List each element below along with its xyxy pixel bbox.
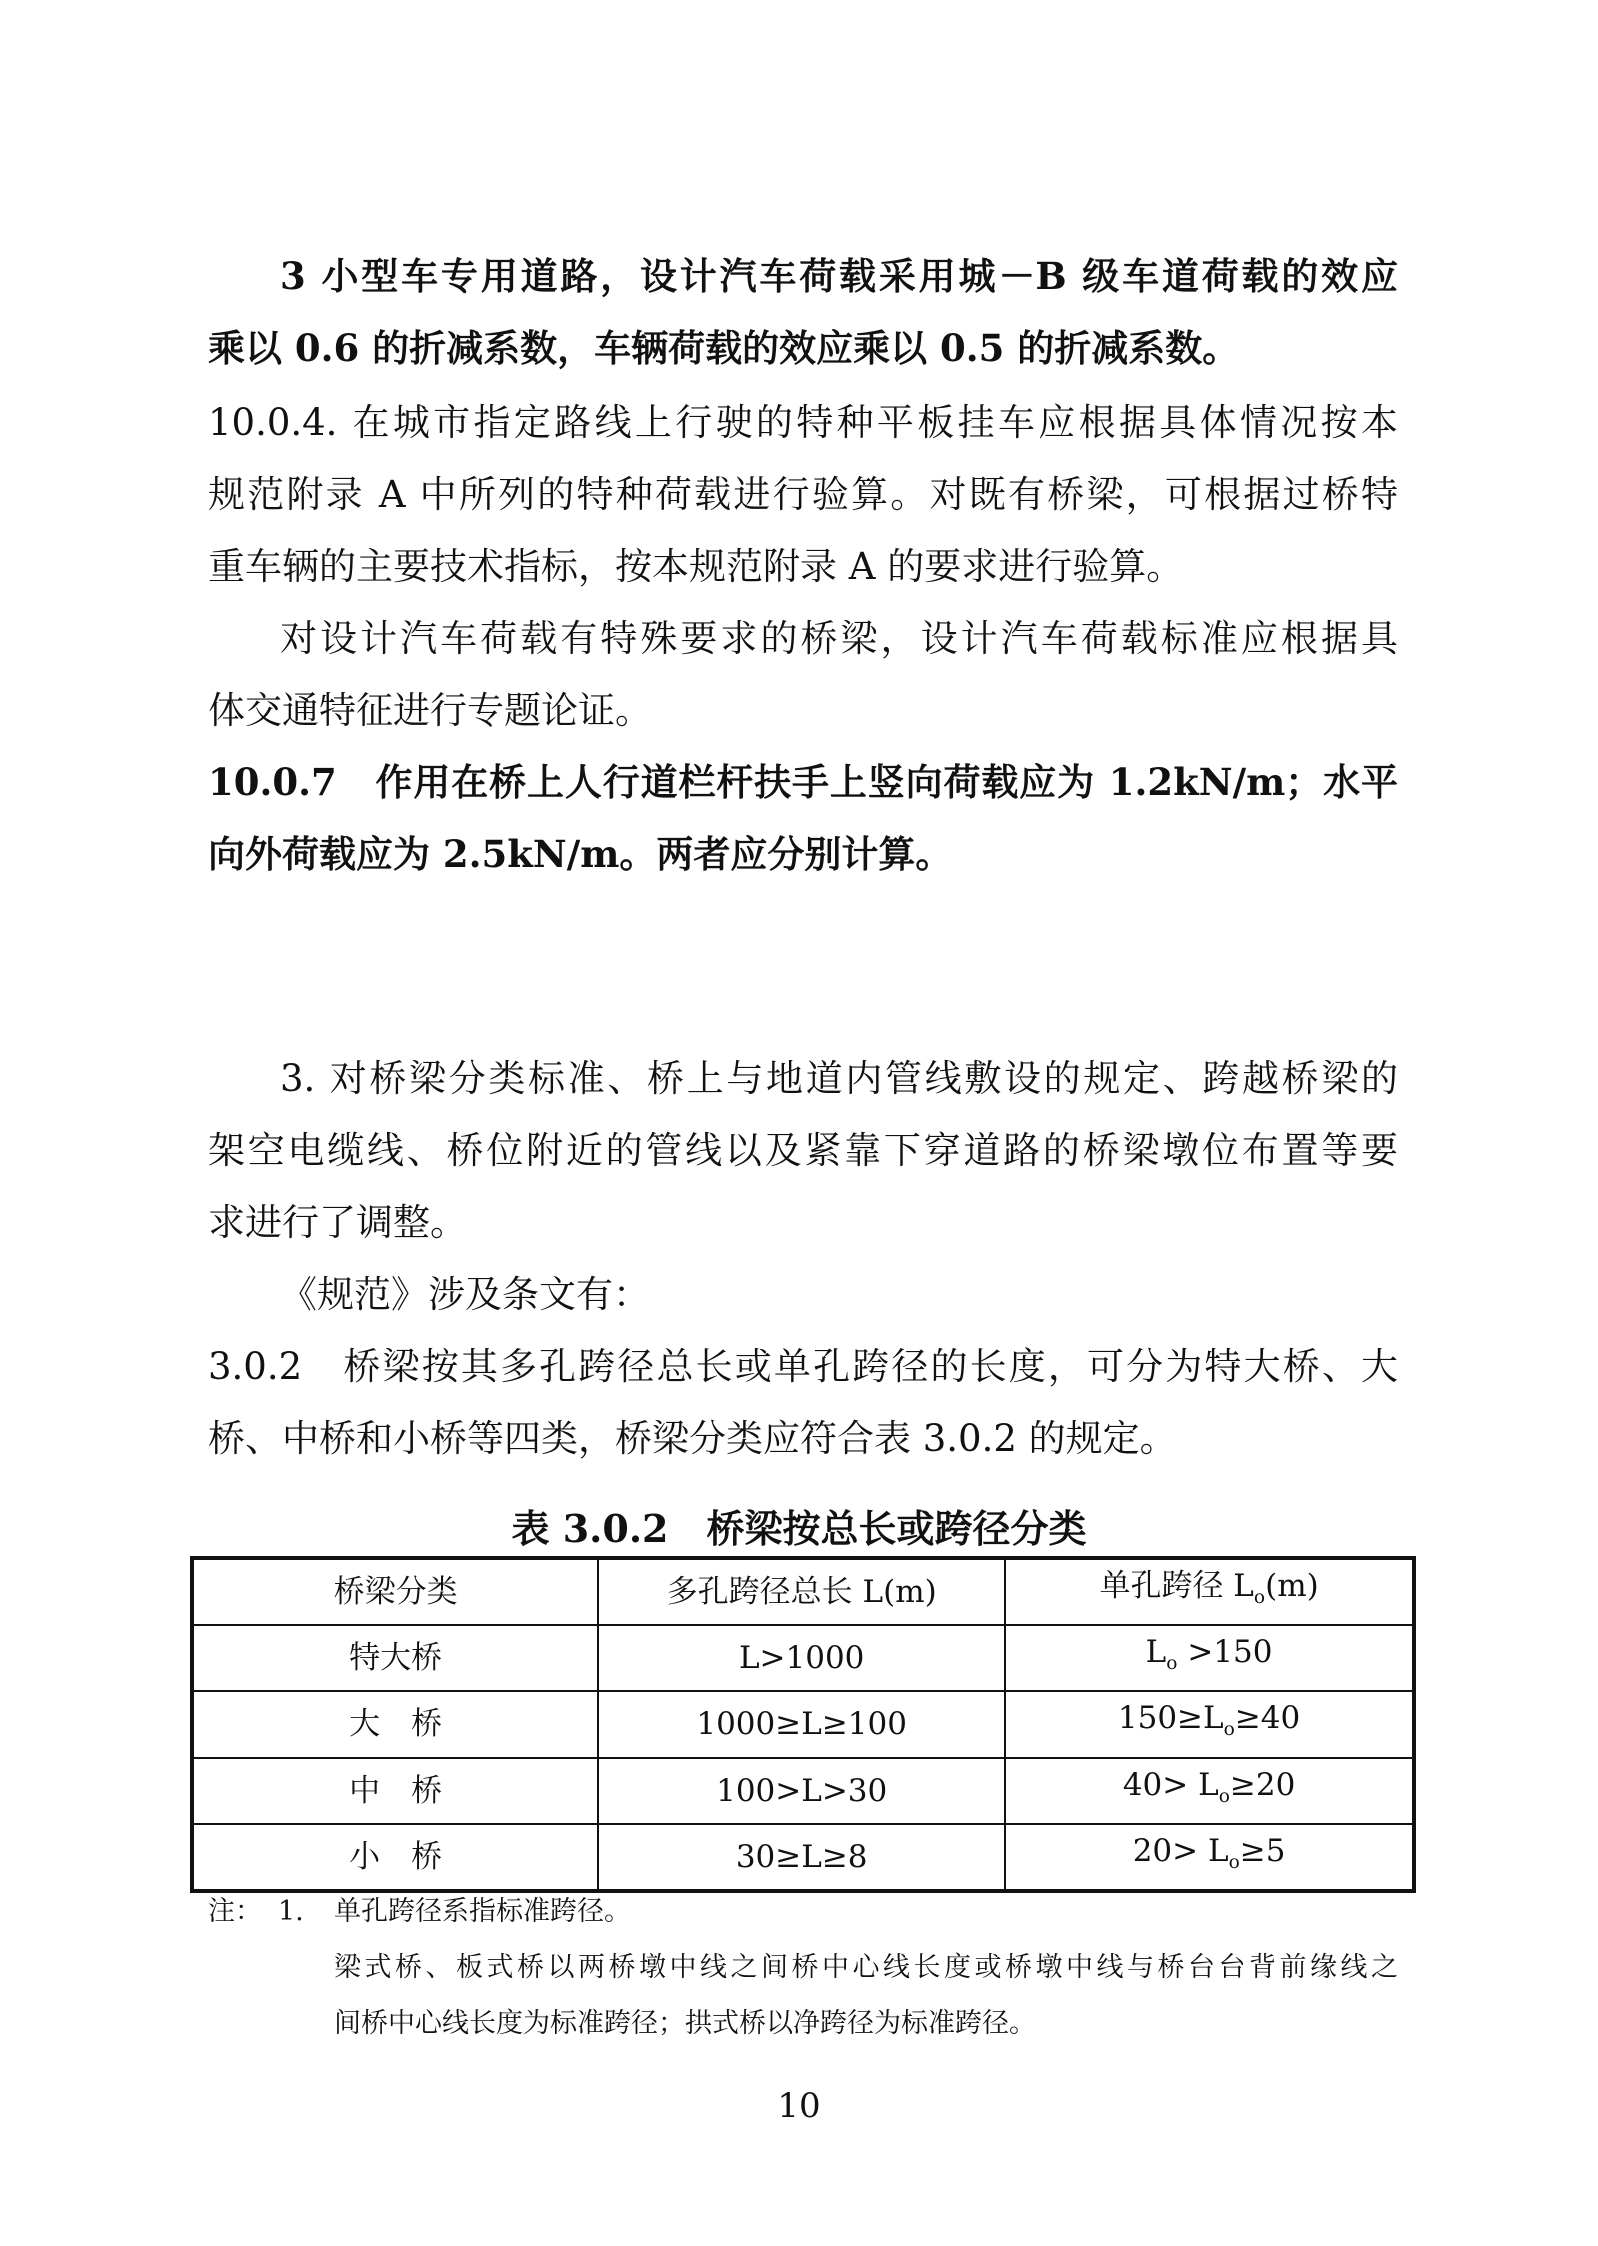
para-d-line-2: 向外荷载应为 2.5kN/m。两者应分别计算。 [208,832,953,876]
para-b-line-3: 重车辆的主要技术指标，按本规范附录 A 的要求进行验算。 [208,545,1184,588]
note-line-1: 单孔跨径系指标准跨径。 [334,1896,631,1927]
cell-text: 150≥L [1117,1700,1224,1737]
cell-text: >150 [1177,1634,1273,1671]
para-e-line-2: 架空电缆线、桥位附近的管线以及紧靠下穿道路的桥梁墩位布置等要 [208,1129,1398,1172]
para-a-line-2: 乘以 0.6 的折减系数，车辆荷载的效应乘以 0.5 的折减系数。 [208,326,1240,370]
table-cell: 特大桥 [192,1625,598,1691]
cell-text: 40> L [1122,1766,1219,1803]
header-cell [1005,1558,1414,1625]
cell-text: ≥5 [1239,1832,1286,1869]
table-cell: 1000≥L≥100 [598,1691,1005,1757]
para-b-line-2: 规范附录 A 中所列的特种荷载进行验算。对既有桥梁，可根据过桥特 [208,473,1398,516]
table-cell: 小 桥 [192,1824,598,1891]
subscript: o [1218,1785,1230,1807]
note-line-2: 梁式桥、板式桥以两桥墩中线之间桥中心线长度或桥墩中线与桥台台背前缘线之 [334,1952,1398,1983]
subscript: o [1228,1851,1240,1873]
table-cell: 大 桥 [192,1691,598,1757]
table-cell: 100>L>30 [598,1758,1005,1824]
para-e-line-3: 求进行了调整。 [208,1201,467,1244]
cell-text: ≥20 [1229,1766,1296,1803]
table-cell [1005,1625,1414,1691]
table-cell: 中 桥 [192,1758,598,1824]
header-cell: 多孔跨径总长 L(m) [598,1558,1005,1625]
para-d-line-1: 10.0.7 作用在桥上人行道栏杆扶手上竖向荷载应为 1.2kN/m；水平 [208,760,1398,804]
para-c-line-2: 体交通特征进行专题论证。 [208,689,652,732]
header-cell: 桥梁分类 [192,1558,598,1625]
table-row [192,1691,1414,1757]
para-f-line-1: 《规范》涉及条文有： [280,1273,650,1316]
para-g-line-1: 3.0.2 桥梁按其多孔跨径总长或单孔跨径的长度，可分为特大桥、大 [208,1345,1398,1388]
table-cell: 30≥L≥8 [598,1824,1005,1891]
page-number: 10 [777,2086,821,2126]
table-header-row [192,1558,1414,1625]
bridge-classification-table [190,1556,1416,1893]
para-b-line-1: 10.0.4. 在城市指定路线上行驶的特种平板挂车应根据具体情况按本 [208,401,1398,444]
table-cell: L>1000 [598,1625,1005,1691]
para-a-line-1: 3 小型车专用道路，设计汽车荷载采用城－B 级车道荷载的效应 [280,254,1398,298]
para-c-line-1: 对设计汽车荷载有特殊要求的桥梁，设计汽车荷载标准应根据具 [280,617,1398,660]
table-row [192,1824,1414,1891]
header-text: 单孔跨径 L [1099,1568,1254,1604]
cell-text: ≥40 [1234,1700,1301,1737]
table-title: 表 3.0.2 桥梁按总长或跨径分类 [511,1506,1087,1551]
note-label: 注： [208,1896,262,1927]
cell-text: L [1145,1634,1167,1671]
table-cell [1005,1824,1414,1891]
subscript: o [1166,1653,1178,1675]
table-row [192,1625,1414,1691]
table-row [192,1758,1414,1824]
cell-text: 20> L [1132,1832,1229,1869]
header-text: (m) [1265,1568,1319,1604]
table-cell [1005,1691,1414,1757]
subscript: o [1253,1587,1266,1609]
para-g-line-2: 桥、中桥和小桥等四类，桥梁分类应符合表 3.0.2 的规定。 [208,1417,1177,1460]
note-line-3: 间桥中心线长度为标准跨径；拱式桥以净跨径为标准跨径。 [334,2008,1036,2039]
subscript: o [1223,1719,1235,1741]
para-e-line-1: 3. 对桥梁分类标准、桥上与地道内管线敷设的规定、跨越桥梁的 [280,1057,1398,1100]
table-cell [1005,1758,1414,1824]
note-number: 1. [278,1896,304,1927]
